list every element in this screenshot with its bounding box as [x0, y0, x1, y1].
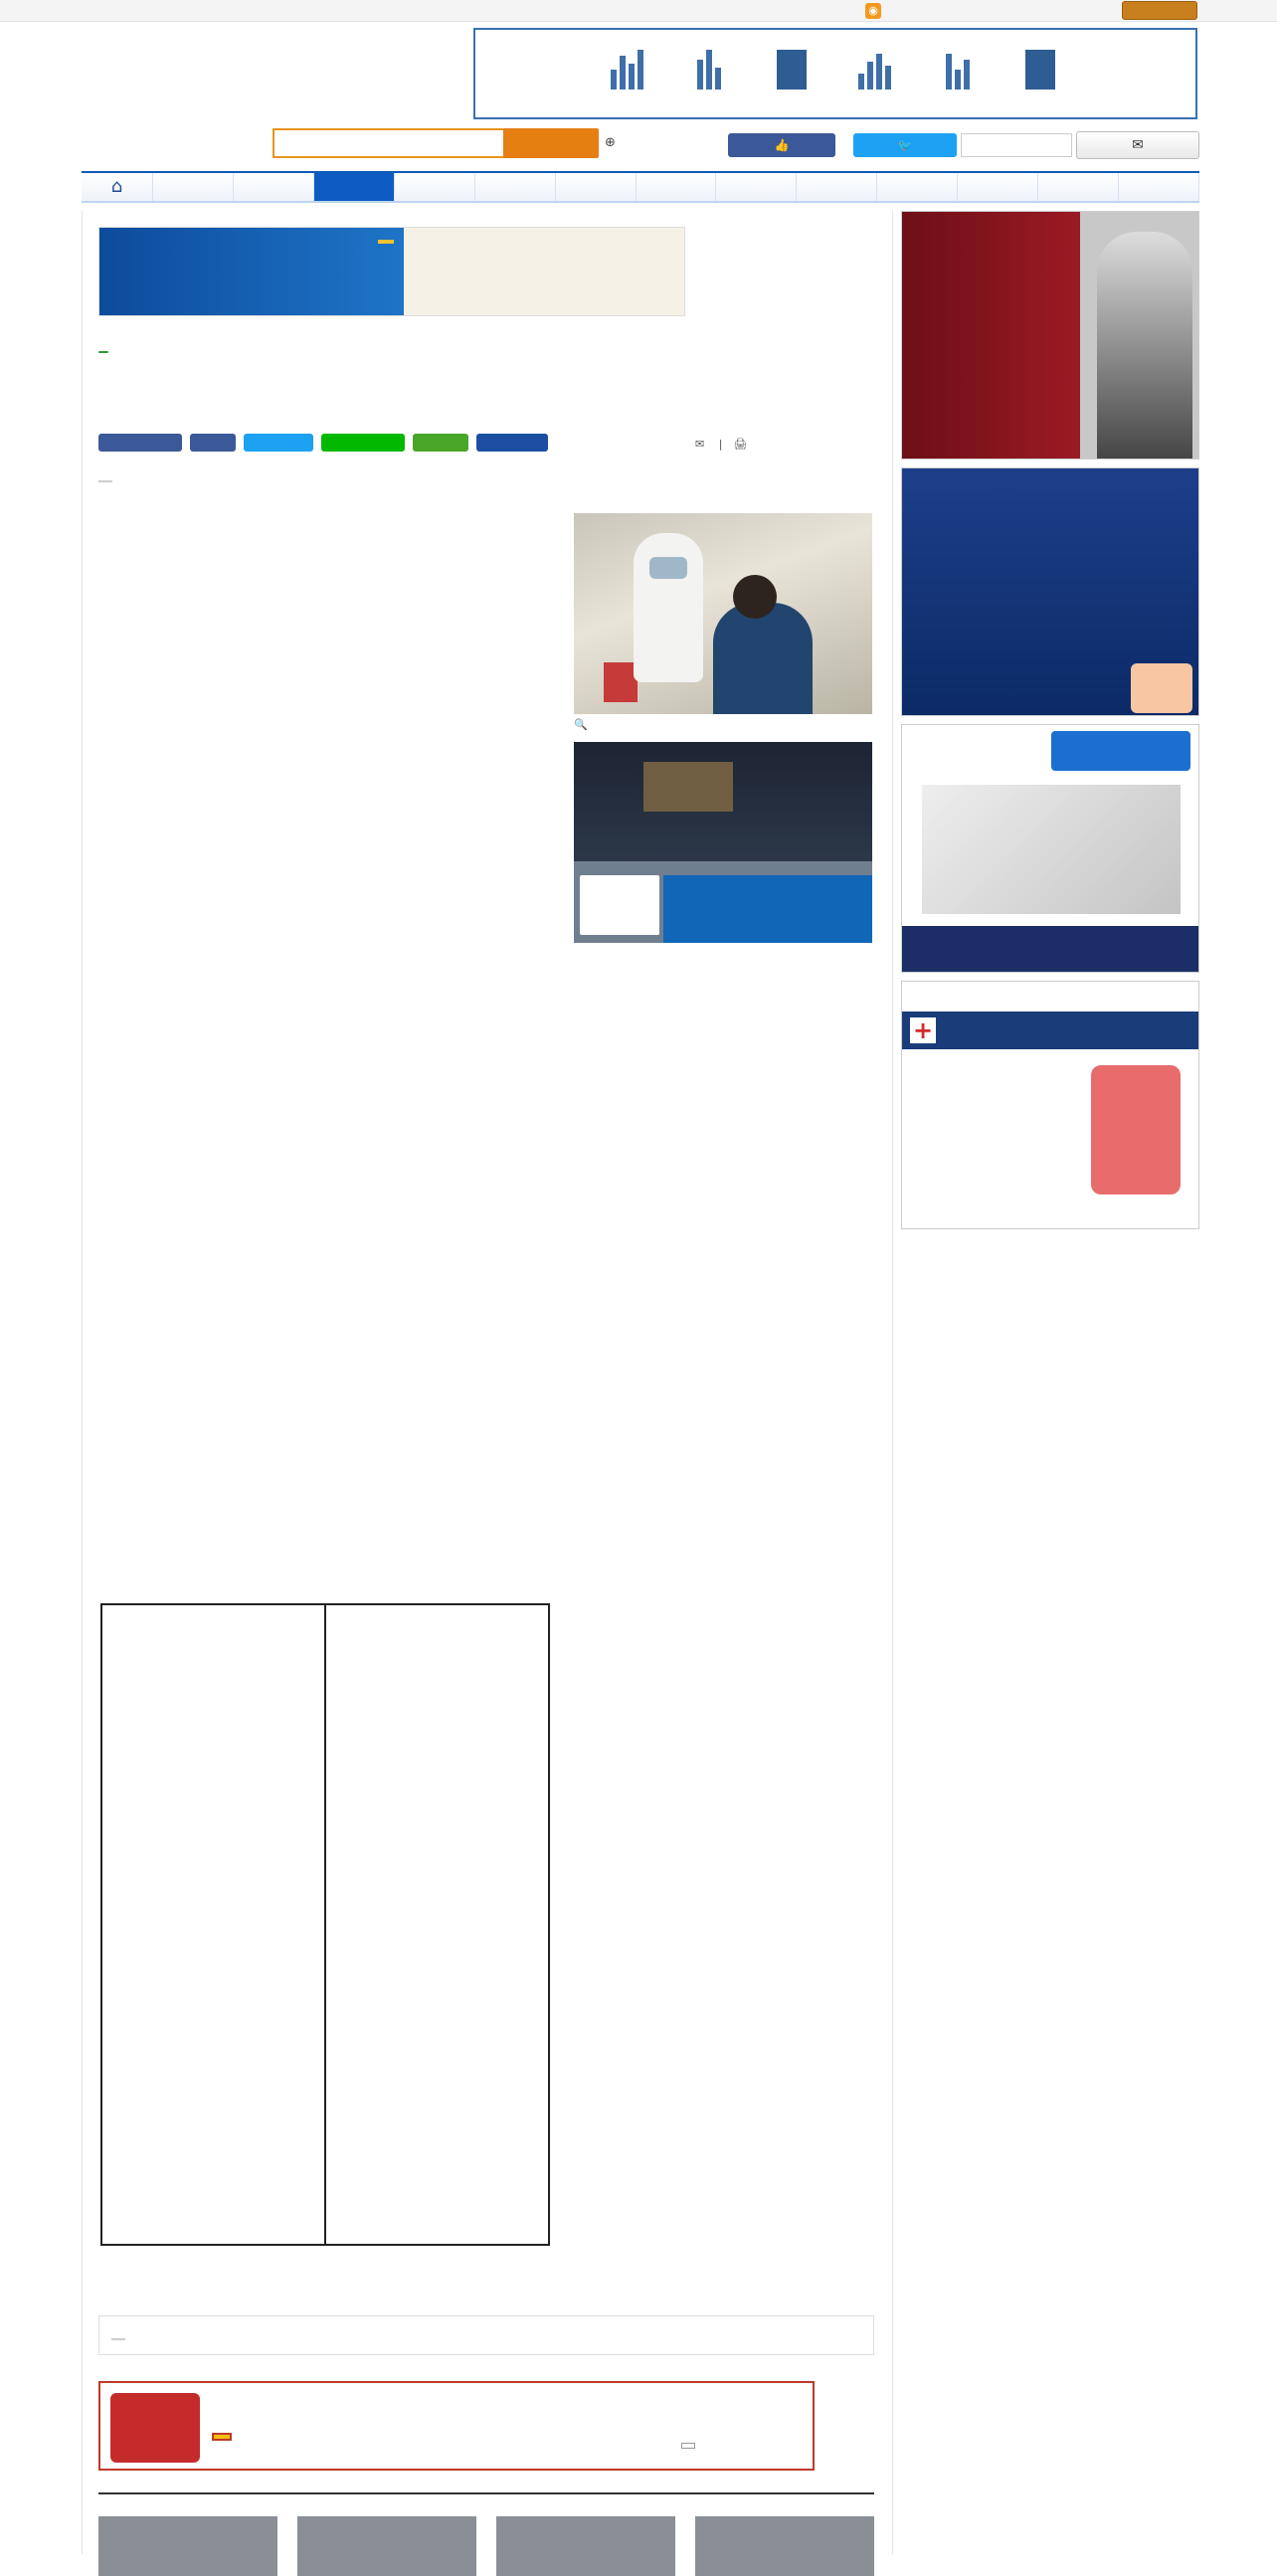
nav-item-economy[interactable] — [234, 173, 314, 201]
famiyu-hanam-ad[interactable] — [901, 467, 1199, 716]
bar-chart-icon — [936, 44, 980, 90]
document-icon — [770, 44, 814, 90]
news-search-input[interactable] — [273, 128, 519, 158]
date-search-bar — [82, 125, 1199, 165]
nav-item-politics[interactable] — [637, 173, 717, 201]
medical-cross-icon: + — [910, 1017, 936, 1043]
twitter-follow-button[interactable]: 🐦 — [853, 133, 957, 157]
related-articles-heading — [98, 2488, 874, 2494]
nav-item-sanmen[interactable] — [395, 173, 475, 201]
verac-chart-icons — [605, 44, 1062, 90]
verac-logo-right — [1072, 38, 1182, 99]
article-headline — [98, 334, 884, 366]
cre-warehouse-banner[interactable] — [98, 227, 685, 316]
mitsubishi-ad[interactable] — [901, 724, 1199, 973]
clip-button[interactable] — [413, 434, 468, 452]
school-logo — [580, 875, 659, 935]
vac-group-ad[interactable] — [901, 211, 1199, 460]
article-photo[interactable] — [574, 513, 872, 714]
article-body — [98, 511, 884, 539]
pr-link[interactable] — [98, 471, 884, 486]
nav-item-column[interactable] — [1119, 173, 1199, 201]
facebook-like-button[interactable]: 👍 — [728, 133, 835, 157]
table-column-right — [326, 1605, 548, 2244]
bar-chart-icon — [605, 44, 648, 90]
nav-item-law[interactable] — [797, 173, 877, 201]
line-share-button[interactable] — [321, 434, 405, 452]
verac-logo-left — [483, 38, 593, 99]
main-nav — [82, 171, 1199, 203]
related-thumbnails[interactable] — [98, 2516, 874, 2576]
job-pr-link[interactable] — [98, 2315, 874, 2355]
document-icon — [1018, 44, 1062, 90]
bar-chart-icon — [853, 44, 897, 90]
contact-button[interactable]: ✉ — [1076, 131, 1199, 159]
nav-item-statistics[interactable] — [716, 173, 797, 201]
nav-item-nikkei[interactable] — [153, 173, 234, 201]
nav-item-tourism[interactable] — [556, 173, 637, 201]
rss-icon[interactable]: ◉ — [865, 3, 881, 19]
verac-banner[interactable] — [473, 28, 1197, 119]
category-badge[interactable] — [98, 351, 108, 353]
fb-like-button[interactable] — [98, 434, 182, 452]
infection-table — [98, 1565, 566, 1993]
nav-item-entertainment[interactable] — [958, 173, 1038, 201]
table-grid — [100, 1603, 550, 2246]
nav-item-sports[interactable] — [1038, 173, 1119, 201]
home-icon[interactable]: ⌂ — [82, 173, 153, 201]
mail-print-links[interactable]: ✉ | 🖨 — [695, 438, 748, 451]
search-filter-button[interactable]: ⊕ — [605, 135, 616, 150]
liberty-insurance-ad[interactable] — [901, 981, 1199, 1229]
nav-item-life[interactable] — [475, 173, 556, 201]
top-bar — [0, 0, 1277, 22]
school-tour-ad[interactable] — [574, 742, 872, 943]
main-column — [82, 211, 893, 2554]
tweet-button[interactable] — [244, 434, 313, 452]
login-button[interactable] — [1122, 1, 1197, 20]
follower-count — [961, 133, 1072, 157]
mail-newsletter-banner[interactable] — [98, 2381, 815, 2471]
mailbox-icon — [110, 2393, 200, 2463]
clip-vj-button[interactable] — [476, 434, 548, 452]
zoom-icon: 🔍 — [574, 718, 588, 731]
fb-share-button[interactable] — [190, 434, 236, 452]
bar-chart-icon — [687, 44, 731, 90]
news-search-button[interactable] — [503, 128, 599, 158]
share-row — [98, 432, 884, 454]
nav-item-feature[interactable] — [877, 173, 958, 201]
photo-caption — [574, 718, 588, 731]
table-column-left — [102, 1605, 326, 2244]
nav-item-society[interactable] — [314, 173, 395, 201]
details-button[interactable] — [681, 2443, 695, 2449]
